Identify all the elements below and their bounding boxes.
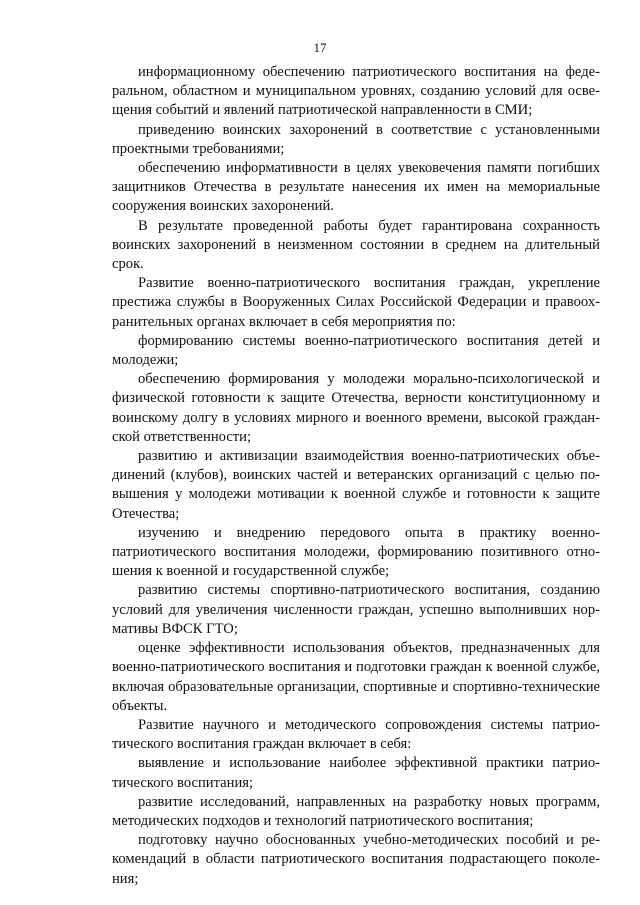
paragraph: оценке эффективности использования объектов, предназначенных для военно-патриотического воспитания и подготовки граждан к военной службе, включая образовательные организации, спортивные и спортивно-технические объекты. xyxy=(112,640,600,714)
paragraph: В результате проведенной работы будет гарантирована сохранность воинских захоронений в неизменном состоянии в среднем на длительный срок. xyxy=(112,217,600,273)
paragraph: обеспечению информативности в целях увековечения памяти погибших защитников Отечества в результате нанесения их имен на мемориальные сооружения воинских захоронений. xyxy=(112,160,600,215)
paragraph: развитию системы спортивно-патриотического воспитания, созданию условий для увеличения численности граждан, успешно выполнивших нормативы ВФСК ГТО; xyxy=(112,582,600,637)
paragraph: изучению и внедрению передового опыта в практику военно-патриотического воспитания молодежи, формированию позитивного отношения к военной и государственной службе; xyxy=(112,524,600,580)
paragraph: развитию и активизации взаимодействия военно-патриотических объединений (клубов), воинских частей и ветеранских организаций с целью повышения у молодежи мотивации к военной службе и готовности к защите Отечества; xyxy=(112,448,600,522)
paragraph: выявление и использование наиболее эффективной практики патриотического воспитания; xyxy=(112,755,600,791)
paragraph: подготовку научно обоснованных учебно-методических пособий и рекомендаций в области патриотического воспитания подрастающего поколения; xyxy=(112,832,600,887)
paragraph: Развитие военно-патриотического воспитания граждан, укрепление престижа службы в Вооруженных Силах Российской Федерации и правоохранительных органах включает в себя мероприятия по: xyxy=(112,275,600,330)
paragraph: приведению воинских захоронений в соответствие с установленными проектными требованиями; xyxy=(112,121,600,157)
paragraph: формированию системы военно-патриотического воспитания детей и молодежи; xyxy=(112,332,600,369)
paragraph: информационному обеспечению патриотического воспитания на федеральном, областном и муниципальном уровнях, созданию условий для освещения событий и явлений патриотической направленности в СМИ; xyxy=(112,64,600,119)
document-body xyxy=(112,63,600,889)
paragraph: Развитие научного и методического сопровождения системы патриотического воспитания граждан включает в себя: xyxy=(112,716,600,753)
page-number: 17 xyxy=(313,40,327,55)
paragraph: обеспечению формирования у молодежи морально-психологической и физической готовности к защите Отечества, верности конституционному и воинскому долгу в условиях мирного и военного времени, высокой гражданской ответственности; xyxy=(112,371,600,445)
paragraph: развитие исследований, направленных на разработку новых программ, методических подходов и технологий патриотического воспитания; xyxy=(112,793,600,829)
